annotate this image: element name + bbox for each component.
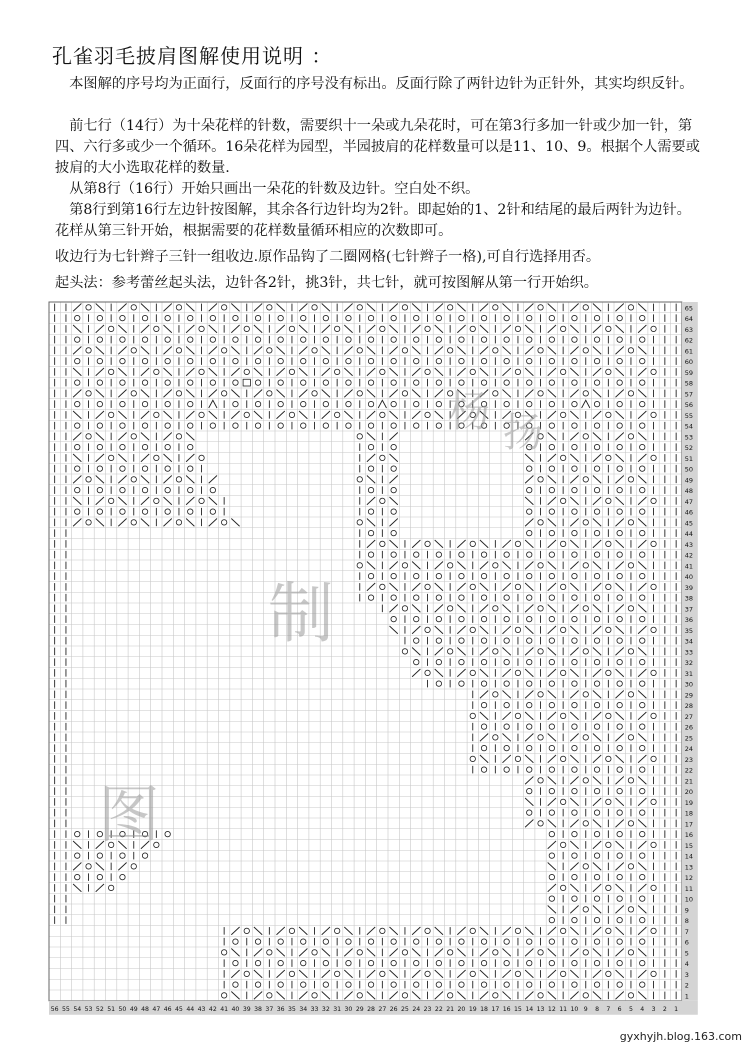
row-number: 40 — [684, 573, 694, 582]
column-number: 31 — [333, 1005, 342, 1013]
column-number: 56 — [50, 1005, 59, 1013]
column-number: 18 — [480, 1005, 488, 1013]
column-number: 7 — [606, 1005, 611, 1013]
bind-off-note: 收边行为七针辫子三针一组收边.原作品钩了二圈网格(七针辫子一格),可自行选择用否。 — [55, 249, 601, 265]
column-number: 23 — [423, 1005, 432, 1013]
column-number: 51 — [107, 1005, 116, 1013]
column-number: 24 — [412, 1005, 421, 1013]
column-number: 37 — [265, 1005, 274, 1013]
column-number: 52 — [95, 1005, 104, 1013]
column-number: 14 — [525, 1005, 534, 1013]
row-number: 37 — [684, 605, 694, 614]
row-number: 2 — [684, 981, 689, 990]
row-number: 5 — [684, 949, 689, 958]
column-number: 33 — [310, 1005, 319, 1013]
column-number: 1 — [674, 1005, 679, 1013]
column-number: 22 — [434, 1005, 443, 1013]
column-number: 4 — [640, 1005, 645, 1013]
row-number: 57 — [684, 390, 694, 399]
row-number: 62 — [684, 336, 694, 345]
row-number: 56 — [684, 401, 694, 410]
row-number: 28 — [684, 702, 694, 711]
row-number: 42 — [684, 551, 694, 560]
row-number: 22 — [684, 766, 694, 775]
row-number: 6 — [684, 938, 689, 947]
footer-watermark: gyxhyjh.blog.163.com — [619, 1030, 742, 1043]
row-number: 44 — [684, 530, 694, 539]
row-number: 9 — [684, 906, 689, 915]
row-number: 19 — [684, 798, 694, 807]
row-number: 3 — [684, 970, 689, 979]
watermark-char: 制 — [268, 575, 334, 652]
row-number: 25 — [684, 734, 694, 743]
column-number: 45 — [175, 1005, 183, 1013]
row-number: 50 — [684, 465, 694, 474]
row-number: 30 — [684, 680, 694, 689]
page-title: 孔雀羽毛披肩图解使用说明 ： — [52, 44, 333, 68]
instruction-paragraph-2: 前七行（14行）为十朵花样的针数，需要织十一朵或九朵花时，可在第3行多加一针或少加一针，第四、六行多或少一个循环。16朵花样为园型，半园披肩的花样数量可以是11、10、9。根据个人需要或披肩的大小选取花样的数量. — [55, 118, 700, 176]
row-number: 65 — [684, 304, 694, 313]
row-number: 39 — [684, 583, 694, 592]
row-number: 26 — [684, 723, 694, 732]
row-number: 24 — [684, 745, 694, 754]
column-number: 5 — [628, 1005, 633, 1013]
column-number: 26 — [389, 1005, 398, 1013]
column-number: 15 — [514, 1005, 522, 1013]
column-number: 42 — [208, 1005, 217, 1013]
row-number: 60 — [684, 358, 694, 367]
column-number: 38 — [254, 1005, 262, 1013]
column-number: 50 — [118, 1005, 127, 1013]
row-number: 41 — [684, 562, 694, 571]
row-number: 12 — [684, 874, 694, 883]
row-number: 49 — [684, 476, 694, 485]
column-number: 6 — [617, 1005, 622, 1013]
column-number: 19 — [468, 1005, 477, 1013]
row-number: 20 — [684, 788, 694, 797]
row-number: 7 — [684, 927, 689, 936]
watermark-char: 图 — [98, 778, 161, 851]
column-number: 21 — [446, 1005, 455, 1013]
column-number: 16 — [502, 1005, 511, 1013]
row-number: 58 — [684, 379, 694, 388]
row-number: 52 — [684, 444, 694, 453]
row-number: 23 — [684, 755, 694, 764]
column-number: 29 — [355, 1005, 364, 1013]
row-number: 61 — [684, 347, 694, 356]
row-number: 29 — [684, 691, 694, 700]
column-number: 55 — [62, 1005, 70, 1013]
row-number: 32 — [684, 659, 694, 668]
row-number: 31 — [684, 669, 694, 678]
row-number: 59 — [684, 368, 694, 377]
row-number: 64 — [684, 315, 694, 324]
row-number: 27 — [684, 712, 694, 721]
row-number: 10 — [684, 895, 694, 904]
row-number: 18 — [684, 809, 694, 818]
column-number: 32 — [321, 1005, 330, 1013]
row-number: 34 — [684, 637, 694, 646]
row-number-column — [682, 302, 698, 1001]
column-number: 34 — [299, 1005, 308, 1013]
column-number: 47 — [152, 1005, 161, 1013]
row-number: 36 — [684, 616, 694, 625]
column-number: 48 — [141, 1005, 149, 1013]
row-number: 51 — [684, 454, 694, 463]
column-number: 41 — [220, 1005, 229, 1013]
row-number: 14 — [684, 852, 694, 861]
row-number: 43 — [684, 540, 694, 549]
instruction-paragraph-1: 本图解的序号均为正面行，反面行的序号没有标出。反面行除了两针边针为正针外，其实均织反针。 — [55, 76, 694, 92]
column-number: 39 — [242, 1005, 251, 1013]
column-number: 40 — [231, 1005, 240, 1013]
row-number: 55 — [684, 411, 694, 420]
column-number: 8 — [595, 1005, 600, 1013]
column-number: 10 — [570, 1005, 579, 1013]
column-number: 44 — [186, 1005, 195, 1013]
row-number: 4 — [684, 960, 689, 969]
column-number: 17 — [491, 1005, 500, 1013]
column-number: 12 — [547, 1005, 556, 1013]
column-number: 46 — [163, 1005, 172, 1013]
row-number: 46 — [684, 508, 694, 517]
row-number: 45 — [684, 519, 694, 528]
column-number: 9 — [583, 1005, 588, 1013]
column-number: 53 — [84, 1005, 93, 1013]
row-number: 47 — [684, 497, 694, 506]
column-number: 35 — [288, 1005, 296, 1013]
column-number: 54 — [73, 1005, 82, 1013]
row-number: 38 — [684, 594, 694, 603]
column-number: 30 — [344, 1005, 353, 1013]
watermark-char: 杨 — [448, 387, 491, 436]
column-number: 25 — [401, 1005, 409, 1013]
row-number: 21 — [684, 777, 694, 786]
column-number: 11 — [559, 1005, 568, 1013]
column-number: 3 — [651, 1005, 656, 1013]
row-number: 16 — [684, 831, 694, 840]
column-number: 20 — [457, 1005, 466, 1013]
row-number: 17 — [684, 820, 694, 829]
row-number: 15 — [684, 841, 694, 850]
row-number: 48 — [684, 487, 694, 496]
column-number: 27 — [378, 1005, 387, 1013]
column-number: 2 — [662, 1005, 667, 1013]
column-number: 28 — [367, 1005, 375, 1013]
instruction-paragraph-3: 从第8行（16行）开始只画出一朵花的针数及边针。空白处不织。 — [55, 181, 480, 197]
cast-on-note: 起头法：参考蕾丝起头法，边针各2针，挑3针，共七针，就可按图解从第一行开始织。 — [55, 275, 598, 291]
row-number: 13 — [684, 863, 694, 872]
column-number: 13 — [536, 1005, 545, 1013]
row-number: 33 — [684, 648, 694, 657]
column-number: 43 — [197, 1005, 206, 1013]
row-number: 53 — [684, 433, 694, 442]
column-number-row — [49, 1001, 698, 1015]
row-number: 1 — [684, 992, 689, 1001]
row-number: 63 — [684, 325, 694, 334]
instruction-paragraph-4: 第8行到第16行左边针按图解，其余各行边针均为2针。即起始的1、2针和结尾的最后两针为边针。花样从第三针开始，根据需要的花样数量循环相应的次数即可。 — [55, 202, 691, 239]
row-number: 35 — [684, 626, 694, 635]
column-number: 49 — [129, 1005, 138, 1013]
chart-background — [43, 296, 709, 1020]
row-number: 54 — [684, 422, 694, 431]
row-number: 8 — [684, 917, 689, 926]
knitting-chart — [43, 296, 709, 1020]
watermark-char: 扬 — [503, 410, 543, 456]
row-number: 11 — [684, 884, 694, 893]
column-number: 36 — [276, 1005, 285, 1013]
